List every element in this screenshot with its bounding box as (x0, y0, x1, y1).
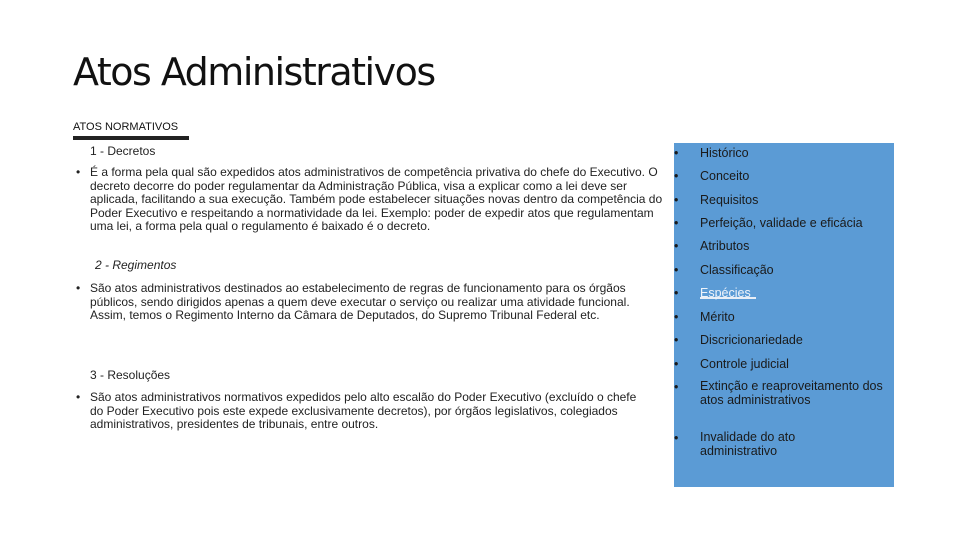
bullet-icon: • (674, 310, 679, 324)
list-item-label: Controle judicial (700, 357, 789, 371)
regimentos-heading: 2 - Regimentos (95, 258, 177, 272)
list-item-label: Extinção e reaproveitamento dos atos administrativos (700, 379, 883, 407)
list-item-label: Histórico (700, 146, 749, 160)
subtitle-underline (73, 136, 189, 140)
decretos-text: É a forma pela qual são expedidos atos administrativos de competência privativa do chefe do Executivo. O decreto decorre do poder regulamentar da Administração Pública, visa a explicar como a lei deve ser aplicada, facilitando a sua execução. Também pode estabelecer situações novas dentro da competência do Poder Executivo e respeitando a normatividade da lei. Exemplo: poder de expedir atos que regulamentam uma lei, a forma pela qual o regulamento é baixado é o decreto. (90, 165, 663, 233)
bullet-icon: • (674, 169, 679, 183)
regimentos-text: São atos administrativos destinados ao estabelecimento de regras de funcionamento para os órgãos públicos, sendo dirigidos apenas a quem deve executar o serviço ou realizar uma atividade funcional. Assim, temos o Regimento Interno da Câmara de Deputados, do Supremo Tribunal Federal etc. (90, 281, 630, 322)
list-item-label: Invalidade do ato administrativo (700, 430, 796, 458)
bullet-icon: • (674, 216, 679, 230)
bullet-icon: • (674, 146, 679, 160)
bullet-icon: • (674, 263, 679, 277)
resolucoes-heading: 3 - Resoluções (90, 368, 171, 382)
decretos-heading: 1 - Decretos (90, 144, 156, 158)
list-item-label: Discricionariedade (700, 333, 803, 347)
bullet-icon: • (674, 239, 679, 253)
bullet-icon: • (76, 281, 81, 295)
list-item-label: Atributos (700, 239, 750, 253)
decretos-paragraph (76, 165, 670, 234)
bullet-icon: • (674, 431, 679, 445)
bullet-icon: • (76, 390, 81, 404)
bullet-icon: • (674, 380, 679, 394)
list-item-label: Espécies (700, 286, 751, 300)
list-item-label: Requisitos (700, 193, 759, 207)
bullet-icon: • (76, 165, 81, 179)
bullet-icon: • (674, 333, 679, 347)
list-item-label: Mérito (700, 310, 735, 324)
bullet-icon: • (674, 193, 679, 207)
regimentos-paragraph (76, 281, 646, 323)
bullet-icon: • (674, 357, 679, 371)
bullet-icon: • (674, 286, 679, 300)
resolucoes-paragraph (76, 390, 652, 432)
list-item-label: Classificação (700, 263, 774, 277)
slide-title: Atos Administrativos (73, 50, 435, 94)
section-subtitle: ATOS NORMATIVOS (73, 121, 179, 133)
resolucoes-text: São atos administrativos normativos expedidos pelo alto escalão do Poder Executivo (excluído o chefe do Poder Executivo pois este expede exclusivamente decretos), por órgãos legislativos, colegiados administrativos, presidentes de tribunais, entre outros. (90, 390, 637, 431)
list-item-label: Conceito (700, 169, 750, 183)
list-item-label: Perfeição, validade e eficácia (700, 216, 863, 230)
